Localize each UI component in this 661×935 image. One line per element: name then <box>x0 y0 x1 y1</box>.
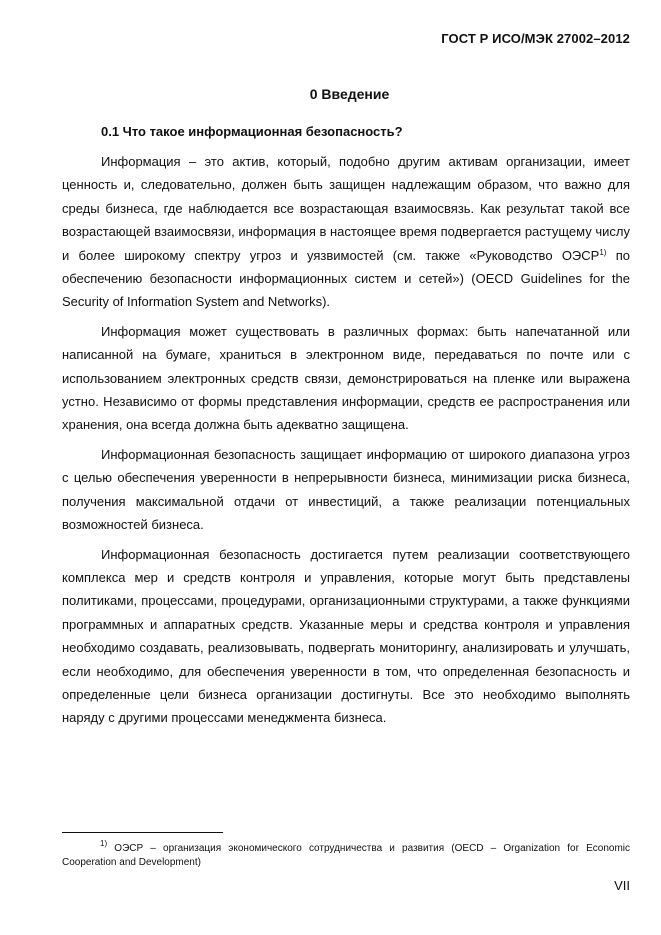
subsection-title: 0.1 Что такое информационная безопасность? <box>101 124 403 139</box>
body-text <box>62 150 630 736</box>
footnote-separator <box>62 832 223 833</box>
standard-header: ГОСТ Р ИСО/МЭК 27002–2012 <box>441 31 630 46</box>
footnote-text: ОЭСР – организация экономического сотрудничества и развития (OECD – Organization for Economic Cooperation and Development) <box>62 843 630 868</box>
paragraph-1-text-b: по обеспечению безопасности информационных систем и сетей») (OECD Guidelines for the Security of Information System and Networks). <box>62 247 630 310</box>
footnote <box>62 839 630 870</box>
page-number: VII <box>614 878 630 893</box>
paragraph-3: Информационная безопасность защищает информацию от широкого диапазона угроз с целью обеспечения уверенности в непрерывности бизнеса, минимизации риска бизнеса, получения максимальной отдачи от инвестиций, а также реализации потенциальных возможностей бизнеса. <box>62 446 630 533</box>
paragraph-1-text-a: Информация – это актив, который, подобно другим активам организации, имеет ценность и, следовательно, должен быть защищен надлежащим образом, что важно для среды бизнеса, где наблюдается все возрастающая взаимосвязь. Как результат такой все возрастающей взаимосвязи, информация в настоящее время подвергается растущему числу и более широкому спектру угроз и уязвимостей (см. также «Руководство ОЭСР <box>62 154 630 263</box>
paragraph-2: Информация может существовать в различных формах: быть напечатанной или написанной на бумаге, храниться в электронном виде, передаваться по почте или с использованием электронных средств связи, демонстрироваться на пленке или выражена устно. Независимо от формы представления информации, средств ее распространения или хранения, она всегда должна быть адекватно защищена. <box>62 323 630 433</box>
footnote-reference: 1) <box>599 247 607 257</box>
paragraph-4: Информационная безопасность достигается путем реализации соответствующего комплекса мер и средств контроля и управления, которые могут быть представлены политиками, процессами, процедурами, организационными структурами, а также функциями программных и аппаратных средств. Указанные меры и средства контроля и управления необходимо создавать, реализовывать, подвергать мониторингу, анализировать и улучшать, если необходимо, для обеспечения уверенности в том, что определенная безопасность и определенные цели бизнеса организации достигнуты. Все это необходимо выполнять наряду с другими процессами менеджмента бизнеса. <box>62 546 630 726</box>
paragraph-1 <box>62 150 630 314</box>
footnote-marker: 1) <box>100 839 108 848</box>
section-title: 0 Введение <box>309 86 390 102</box>
